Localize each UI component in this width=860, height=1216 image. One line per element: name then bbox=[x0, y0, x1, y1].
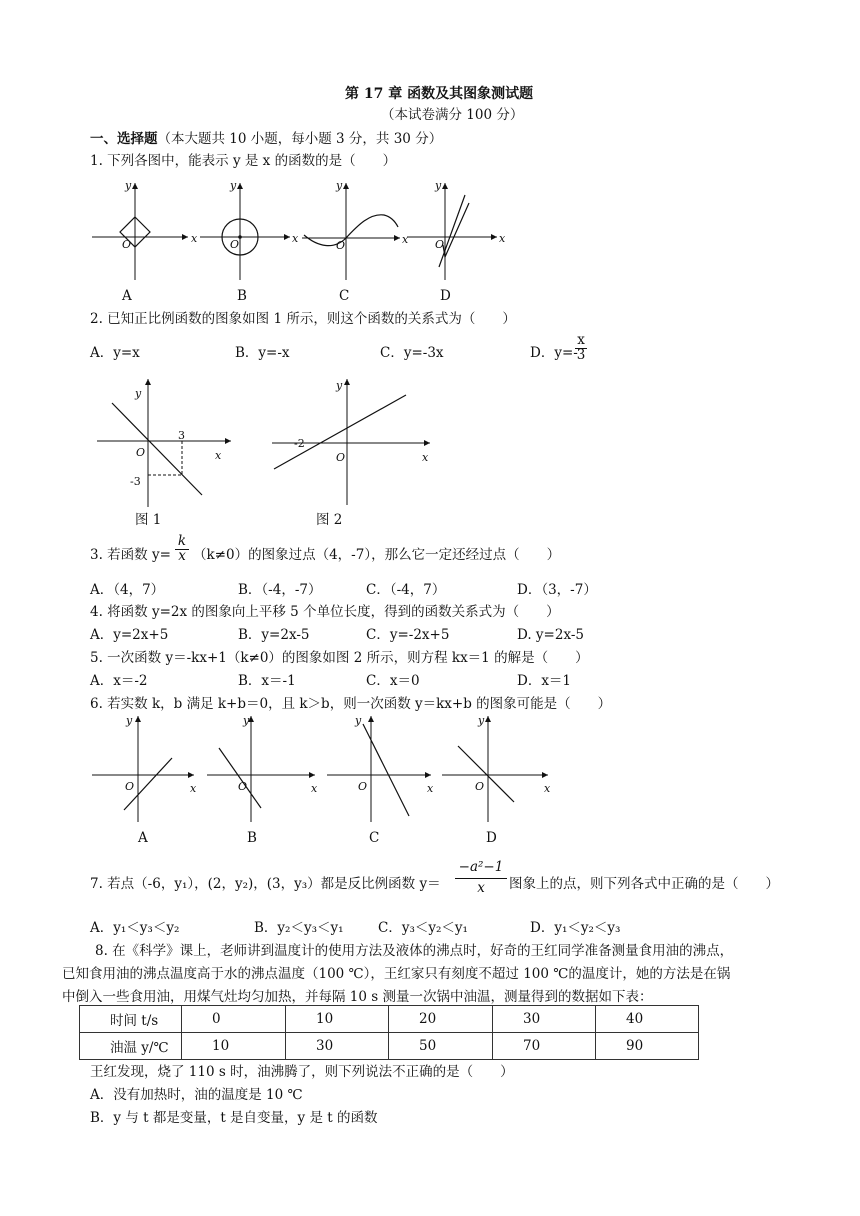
table-row bbox=[80, 1006, 699, 1033]
origin-label: O bbox=[435, 238, 445, 251]
section-label: 一、选择题 bbox=[90, 131, 158, 147]
page-title: 第 17 章 函数及其图象测试题 bbox=[345, 86, 534, 102]
q5-option-c: C．x＝0 bbox=[366, 673, 420, 689]
q6-label-d: D bbox=[486, 830, 497, 846]
origin-label: O bbox=[238, 780, 248, 793]
table-cell: 油温 y/℃ bbox=[80, 1033, 182, 1060]
fig1-tick-y: -3 bbox=[130, 475, 141, 488]
fraction-numerator: k bbox=[177, 533, 187, 549]
q7-option-a: A．y₁＜y₃＜y₂ bbox=[90, 920, 180, 936]
fig2-tick-x: -2 bbox=[294, 437, 305, 450]
q3-option-d: D．（3，-7） bbox=[517, 582, 597, 598]
axis-x-label: x bbox=[427, 782, 434, 795]
axis-y-label: y bbox=[126, 714, 133, 727]
q8-after-table: 王红发现，烧了 110 s 时，油沸腾了，则下列说法不正确的是（ ） bbox=[90, 1064, 514, 1080]
table-cell: 30 bbox=[493, 1006, 596, 1033]
q3-stem-post: （k≠0）的图象过点（4，-7），那么它一定还经过点（ ） bbox=[193, 547, 561, 563]
q6-stem: 6. 若实数 k，b 满足 k+b＝0，且 k＞b，则一次函数 y＝kx+b 的图象可能是（ ） bbox=[90, 696, 612, 712]
fraction-denominator: 3 bbox=[576, 346, 586, 363]
q2-stem: 2. 已知正比例函数的图象如图 1 所示，则这个函数的关系式为（ ） bbox=[90, 311, 516, 327]
q5-option-d: D．x＝1 bbox=[517, 673, 572, 689]
axis-y-label: y bbox=[230, 179, 237, 192]
q6-graph-c bbox=[325, 712, 440, 827]
q6-graph-a bbox=[90, 712, 205, 827]
q3-option-b: B．（-4，-7） bbox=[238, 582, 322, 598]
fraction-numerator: x bbox=[577, 332, 585, 348]
axis-y-label: y bbox=[336, 179, 343, 192]
axis-x-label: x bbox=[422, 451, 429, 464]
axis-y-label: y bbox=[355, 714, 362, 727]
origin-label: O bbox=[475, 780, 485, 793]
q5-option-a: A．x＝-2 bbox=[90, 673, 148, 689]
table-cell: 50 bbox=[389, 1033, 493, 1060]
table-cell: 30 bbox=[286, 1033, 389, 1060]
q3-option-c: C．（-4，7） bbox=[366, 582, 446, 598]
q2-option-d-fraction bbox=[575, 334, 587, 362]
axis-y-label: y bbox=[435, 179, 442, 192]
q1-label-a: A bbox=[122, 288, 132, 304]
table-row bbox=[80, 1033, 699, 1060]
data-table bbox=[79, 1005, 699, 1060]
page-subtitle: （本试卷满分 100 分） bbox=[381, 107, 524, 123]
q6-label-a: A bbox=[138, 830, 148, 846]
q8-option-b: B．y 与 t 都是变量，t 是自变量，y 是 t 的函数 bbox=[90, 1110, 378, 1126]
axis-x-label: x bbox=[191, 232, 198, 245]
origin-label: O bbox=[336, 239, 346, 252]
q1-label-b: B bbox=[237, 288, 247, 304]
q7-stem-post: 图象上的点，则下列各式中正确的是（ ） bbox=[509, 876, 779, 892]
axis-x-label: x bbox=[292, 232, 299, 245]
q2-option-a: A．y=x bbox=[90, 345, 140, 361]
q8-line-3: 中倒入一些食用油，用煤气灶均匀加热，并每隔 10 s 测量一次锅中油温，测量得到的数据如下表： bbox=[62, 989, 653, 1005]
axis-y-label: y bbox=[336, 379, 343, 392]
q7-option-b: B．y₂＜y₃＜y₁ bbox=[254, 920, 344, 936]
fraction-numerator: −a²−1 bbox=[458, 859, 504, 875]
q6-label-c: C bbox=[369, 830, 380, 846]
q1-graph-d bbox=[405, 175, 515, 285]
q8-line-2: 已知食用油的沸点温度高于水的沸点温度（100 ℃），王红家只有刻度不超过 100 ℃的温度计，她的方法是在锅 bbox=[62, 966, 731, 982]
origin-label: O bbox=[336, 451, 346, 464]
q1-label-c: C bbox=[339, 288, 350, 304]
q6-label-b: B bbox=[247, 830, 257, 846]
figure-1 bbox=[95, 375, 245, 510]
q1-graph-c bbox=[300, 175, 410, 285]
q6-graph-d bbox=[440, 712, 555, 827]
q2-option-c: C．y=-3x bbox=[380, 345, 444, 361]
axis-x-label: x bbox=[544, 782, 551, 795]
figure-1-caption: 图 1 bbox=[135, 512, 162, 528]
q2-option-d: D．y=- bbox=[530, 345, 578, 361]
axis-x-label: x bbox=[215, 449, 222, 462]
table-cell: 40 bbox=[596, 1006, 699, 1033]
axis-x-label: x bbox=[190, 782, 197, 795]
q5-stem: 5. 一次函数 y＝-kx+1（k≠0）的图象如图 2 所示，则方程 kx＝1 的解是（ ） bbox=[90, 650, 589, 666]
q1-graph-a bbox=[90, 175, 200, 285]
axis-y-label: y bbox=[135, 387, 142, 400]
figure-2-caption: 图 2 bbox=[316, 512, 343, 528]
q8-option-a: A．没有加热时，油的温度是 10 ℃ bbox=[90, 1087, 303, 1103]
origin-label: O bbox=[136, 446, 146, 459]
table-cell: 0 bbox=[182, 1006, 286, 1033]
axis-y-label: y bbox=[243, 714, 250, 727]
table-cell: 10 bbox=[182, 1033, 286, 1060]
table-cell: 时间 t/s bbox=[80, 1006, 182, 1033]
q7-option-d: D．y₁＜y₂＜y₃ bbox=[530, 920, 621, 936]
q8-line-1: 8. 在《科学》课上，老师讲到温度计的使用方法及液体的沸点时，好奇的王红同学准备测量食用油的沸点， bbox=[95, 943, 734, 959]
q6-graph-b bbox=[205, 712, 320, 827]
q4-option-d: D. y=2x-5 bbox=[517, 627, 584, 643]
origin-label: O bbox=[125, 780, 135, 793]
q3-option-a: A．（4，7） bbox=[90, 582, 165, 598]
axis-x-label: x bbox=[499, 232, 506, 245]
origin-label: O bbox=[358, 780, 368, 793]
q7-stem-pre: 7. 若点（-6，y₁），(2，y₂)，(3，y₃）都是反比例函数 y＝ bbox=[90, 876, 441, 892]
q1-graph-b bbox=[198, 175, 308, 285]
q3-fraction bbox=[175, 535, 189, 563]
table-cell: 70 bbox=[493, 1033, 596, 1060]
q7-option-c: C．y₃＜y₂＜y₁ bbox=[378, 920, 468, 936]
axis-y-label: y bbox=[478, 714, 485, 727]
figure-2 bbox=[270, 375, 440, 510]
table-cell: 10 bbox=[286, 1006, 389, 1033]
q2-option-b: B．y=-x bbox=[235, 345, 290, 361]
origin-label: O bbox=[230, 238, 240, 251]
q7-fraction bbox=[455, 861, 507, 895]
section-heading bbox=[90, 131, 442, 147]
origin-label: O bbox=[122, 238, 132, 251]
q1-stem: 1. 下列各图中，能表示 y 是 x 的函数的是（ ） bbox=[90, 153, 397, 169]
q3-stem-pre: 3. 若函数 y= bbox=[90, 547, 171, 563]
table-cell: 20 bbox=[389, 1006, 493, 1033]
section-note: （本大题共 10 小题，每小题 3 分，共 30 分） bbox=[157, 131, 443, 147]
q5-option-b: B．x＝-1 bbox=[238, 673, 296, 689]
axis-y-label: y bbox=[125, 179, 132, 192]
q4-stem: 4. 将函数 y=2x 的图象向上平移 5 个单位长度，得到的函数关系式为（ ） bbox=[90, 604, 560, 620]
q4-option-a: A．y=2x+5 bbox=[90, 627, 169, 643]
axis-x-label: x bbox=[311, 782, 318, 795]
q4-option-b: B．y=2x-5 bbox=[238, 627, 310, 643]
q1-label-d: D bbox=[440, 288, 451, 304]
fraction-denominator: x bbox=[175, 549, 189, 564]
table-cell: 90 bbox=[596, 1033, 699, 1060]
fig1-tick-x: 3 bbox=[178, 429, 185, 442]
fraction-denominator: x bbox=[455, 878, 507, 896]
axis-x-label: x bbox=[402, 233, 409, 246]
q4-option-c: C．y=-2x+5 bbox=[366, 627, 450, 643]
